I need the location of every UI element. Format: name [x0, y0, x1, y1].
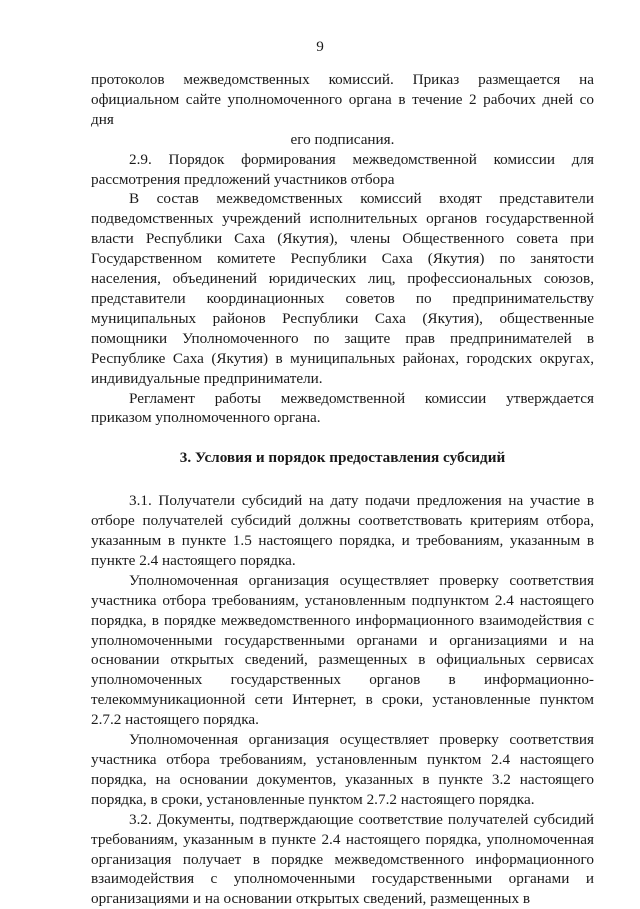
paragraph-3-2: 3.2. Документы, подтверждающие соответствие получателей субсидий требованиям, указанным в пункте 2.4 настоящего порядка, уполномоченная организация получает в порядке межведомственного информационного взаимодействия с уполномоченными государственными органами и организациями и на основании открытых сведений, размещенных в — [91, 810, 594, 908]
page-number: 9 — [316, 38, 324, 55]
paragraph-verification-interagency: Уполномоченная организация осуществляет проверку соответствия участника отбора требованиям, установленным подпунктом 2.4 настоящего порядка, в порядке межведомственного информационного взаимодействия с уполномоченными государственными органами и организациями и на основании открытых сведений, размещенных в официальных сервисах уполномоченных государственных органов в информационно-телекоммуникационной сети Интернет, в сроки, установленные пунктом 2.7.2 настоящего порядка. — [91, 571, 594, 729]
paragraph-continued-end: его подписания. — [290, 130, 395, 148]
paragraph-continued: протоколов межведомственных комиссий. Приказ размещается на официальном сайте уполномоченного органа в течение 2 рабочих дней со дня — [91, 71, 594, 128]
section-3-heading: 3. Условия и порядок предоставления субсидий — [179, 449, 506, 467]
section-2-9-title: 2.9. Порядок формирования межведомственной комиссии для рассмотрения предложений участников отбора — [91, 150, 594, 188]
paragraph-commission-composition: В состав межведомственных комиссий входят представители подведомственных учреждений исполнительных органов государственной власти Республики Саха (Якутия), члены Общественного совета при Государственном комитете Республики Саха (Якутия) по занятости населения, объединений юридических лиц, профессиональных союзов, представители координационных советов по предпринимательству муниципальных районов Республики Саха (Якутия), общественные помощники Уполномоченного по защите прав предпринимателей в Республике Саха (Якутия) в муниципальных районах, городских округах, индивидуальные предприниматели. — [91, 190, 594, 387]
paragraph-verification-documents: Уполномоченная организация осуществляет проверку соответствия участника отбора требованиям, установленным пунктом 2.4 настоящего порядка, на основании документов, указанных в пункте 3.2 настоящего порядка, в сроки, установленные пунктом 2.7.2 настоящего порядка. — [91, 731, 594, 808]
paragraph-3-1: 3.1. Получатели субсидий на дату подачи предложения на участие в отборе получателей субсидий должны соответствовать критериям отбора, указанным в пункте 1.5 настоящего порядка, и требованиям, указанным в пункте 2.4 настоящего порядка. — [91, 492, 594, 569]
document-body — [91, 70, 594, 909]
paragraph-commission-regulation: Регламент работы межведомственной комиссии утверждается приказом уполномоченного органа. — [91, 389, 594, 427]
